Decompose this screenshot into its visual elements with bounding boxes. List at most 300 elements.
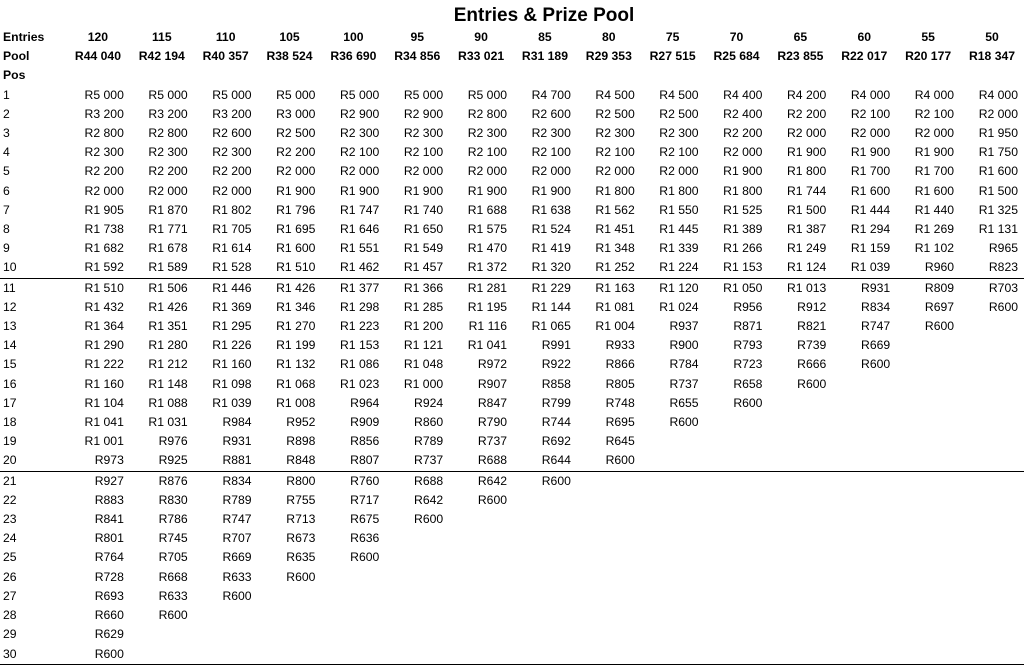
prize-cell: R1 900 bbox=[467, 183, 508, 198]
prize-cell: R801 bbox=[94, 531, 124, 546]
prize-cell bbox=[641, 471, 705, 491]
pos-label: Pos bbox=[3, 68, 26, 83]
position-label: 16 bbox=[3, 376, 17, 391]
pos-header-empty bbox=[194, 66, 258, 85]
prize-cell: R1 039 bbox=[212, 395, 252, 410]
prize-cell bbox=[832, 394, 896, 413]
table-row bbox=[0, 298, 1024, 317]
position-label: 6 bbox=[3, 183, 10, 198]
position-label: 20 bbox=[0, 451, 66, 471]
prize-cell bbox=[960, 606, 1024, 625]
prize-cell: R1 457 bbox=[385, 258, 449, 278]
prize-cell: R2 500 bbox=[276, 126, 316, 141]
prize-cell: R1 870 bbox=[148, 202, 188, 217]
prize-cell: R964 bbox=[350, 395, 380, 410]
prize-cell: R2 300 bbox=[531, 126, 571, 141]
prize-cell: R1 088 bbox=[148, 395, 188, 410]
prize-cell bbox=[449, 606, 513, 625]
prize-cell: R912 bbox=[797, 299, 827, 314]
prize-cell: R1 163 bbox=[595, 280, 635, 295]
prize-cell: R1 900 bbox=[723, 164, 763, 179]
prize-cell bbox=[896, 491, 960, 510]
prize-cell: R881 bbox=[194, 451, 258, 471]
table-row bbox=[0, 451, 1024, 471]
prize-cell: R600 bbox=[414, 512, 444, 527]
prize-cell bbox=[896, 355, 960, 374]
prize-cell bbox=[705, 606, 769, 625]
table-row bbox=[0, 471, 1024, 491]
prize-cell: R1 325 bbox=[978, 202, 1018, 217]
entries-value: 120 bbox=[87, 30, 109, 44]
pool-value: R22 017 bbox=[841, 49, 888, 64]
prize-cell: R1 510 bbox=[258, 258, 322, 278]
entries-value: 60 bbox=[857, 30, 872, 44]
prize-cell: R834 bbox=[861, 299, 891, 314]
prize-cell: R4 500 bbox=[595, 87, 635, 102]
prize-cell: R5 000 bbox=[339, 87, 380, 102]
prize-cell: R633 bbox=[222, 569, 252, 584]
entries-value: 95 bbox=[410, 30, 424, 44]
prize-cell: R1 600 bbox=[276, 241, 316, 256]
prize-cell: R1 086 bbox=[339, 357, 380, 372]
prize-cell: R600 bbox=[158, 608, 188, 623]
prize-cell: R1 700 bbox=[914, 164, 955, 179]
prize-cell bbox=[896, 568, 960, 587]
prize-cell: R2 100 bbox=[850, 106, 891, 121]
prize-cell: R1 320 bbox=[513, 258, 577, 278]
entries-value: 85 bbox=[538, 30, 552, 44]
prize-cell: R1 031 bbox=[148, 415, 188, 430]
prize-cell bbox=[960, 568, 1024, 587]
prize-cell: R1 705 bbox=[212, 222, 252, 237]
prize-cell bbox=[768, 625, 832, 644]
position-label: 11 bbox=[3, 280, 16, 295]
prize-cell: R1 160 bbox=[84, 376, 124, 391]
prize-cell: R600 bbox=[222, 588, 252, 603]
prize-cell: R900 bbox=[669, 338, 699, 353]
prize-cell bbox=[321, 606, 385, 625]
prize-cell: R645 bbox=[605, 434, 635, 449]
prize-cell: R2 800 bbox=[148, 126, 188, 141]
prize-cell: R2 000 bbox=[723, 145, 763, 160]
prize-cell: R1 001 bbox=[84, 434, 124, 449]
position-label: 30 bbox=[0, 645, 66, 665]
prize-cell: R841 bbox=[94, 512, 124, 527]
prize-cell: R1 426 bbox=[148, 299, 188, 314]
entries-header-row bbox=[0, 28, 1024, 47]
prize-cell: R642 bbox=[477, 473, 508, 488]
prize-cell bbox=[705, 491, 769, 510]
prize-cell: R2 000 bbox=[212, 183, 252, 198]
prize-cell bbox=[385, 645, 449, 665]
prize-cell: R1 528 bbox=[194, 258, 258, 278]
prize-cell: R745 bbox=[158, 531, 188, 546]
prize-cell bbox=[832, 491, 896, 510]
prize-cell: R1 900 bbox=[276, 183, 316, 198]
prize-cell: R1 650 bbox=[403, 222, 444, 237]
prize-cell: R2 100 bbox=[467, 145, 508, 160]
prize-cell: R688 bbox=[449, 451, 513, 471]
prize-cell: R1 148 bbox=[148, 376, 188, 391]
prize-cell: R2 800 bbox=[467, 106, 508, 121]
prize-cell: R1 223 bbox=[339, 319, 380, 334]
prize-cell: R1 510 bbox=[84, 280, 124, 295]
prize-cell: R5 000 bbox=[276, 87, 316, 102]
prize-cell: R1 900 bbox=[914, 145, 955, 160]
prize-cell: R1 364 bbox=[84, 319, 124, 334]
prize-cell: R1 575 bbox=[467, 222, 508, 237]
prize-cell: R748 bbox=[605, 395, 635, 410]
prize-cell bbox=[960, 451, 1024, 471]
prize-table bbox=[0, 28, 1024, 665]
prize-cell: R744 bbox=[541, 415, 571, 430]
prize-cell bbox=[768, 394, 832, 413]
prize-cell bbox=[641, 645, 705, 665]
prize-cell bbox=[449, 510, 513, 529]
prize-cell: R1 098 bbox=[212, 376, 252, 391]
prize-cell: R1 144 bbox=[531, 299, 571, 314]
prize-cell bbox=[258, 606, 322, 625]
prize-cell bbox=[896, 375, 960, 394]
prize-cell: R799 bbox=[541, 395, 571, 410]
prize-cell: R1 589 bbox=[130, 258, 194, 278]
prize-cell: R2 100 bbox=[403, 145, 444, 160]
prize-cell: R991 bbox=[541, 338, 571, 353]
pool-value: R27 515 bbox=[649, 49, 696, 64]
prize-cell: R2 000 bbox=[595, 164, 635, 179]
prize-cell: R2 000 bbox=[531, 164, 571, 179]
pos-header-empty bbox=[577, 66, 641, 85]
prize-cell: R965 bbox=[988, 241, 1018, 256]
prize-cell: R1 153 bbox=[705, 258, 769, 278]
prize-cell: R1 285 bbox=[403, 299, 444, 314]
prize-cell: R2 100 bbox=[914, 106, 955, 121]
prize-cell: R5 000 bbox=[467, 87, 508, 102]
prize-cell: R668 bbox=[158, 569, 188, 584]
prize-cell: R2 300 bbox=[148, 145, 188, 160]
prize-cell: R688 bbox=[414, 473, 444, 488]
prize-cell: R1 124 bbox=[768, 258, 832, 278]
prize-cell: R1 440 bbox=[914, 202, 955, 217]
prize-cell: R1 199 bbox=[276, 338, 316, 353]
prize-cell: R2 100 bbox=[339, 145, 380, 160]
pool-header-row bbox=[0, 47, 1024, 66]
prize-cell: R1 222 bbox=[84, 357, 124, 372]
pos-header-empty bbox=[641, 66, 705, 85]
prize-cell: R755 bbox=[286, 492, 316, 507]
prize-cell bbox=[960, 529, 1024, 548]
prize-cell bbox=[832, 625, 896, 644]
pos-header-empty bbox=[130, 66, 194, 85]
table-row bbox=[0, 258, 1024, 278]
prize-cell: R1 800 bbox=[595, 183, 635, 198]
prize-cell: R1 270 bbox=[276, 319, 316, 334]
prize-cell bbox=[832, 587, 896, 606]
entries-value: 80 bbox=[602, 30, 616, 44]
prize-cell: R1 688 bbox=[467, 202, 508, 217]
pool-label: Pool bbox=[3, 49, 30, 64]
prize-cell bbox=[641, 451, 705, 471]
prize-cell: R2 600 bbox=[531, 106, 571, 121]
prize-cell: R2 500 bbox=[659, 106, 699, 121]
prize-cell bbox=[705, 568, 769, 587]
prize-cell: R821 bbox=[797, 319, 827, 334]
table-row bbox=[0, 143, 1024, 162]
prize-cell: R1 377 bbox=[339, 280, 380, 295]
prize-cell: R1 444 bbox=[850, 202, 891, 217]
prize-cell: R1 900 bbox=[787, 145, 827, 160]
prize-cell: R924 bbox=[414, 395, 444, 410]
table-row bbox=[0, 548, 1024, 567]
prize-cell: R1 351 bbox=[148, 319, 188, 334]
pool-value: R36 690 bbox=[330, 49, 377, 64]
pos-header-empty bbox=[705, 66, 769, 85]
table-row bbox=[0, 491, 1024, 510]
prize-cell: R1 678 bbox=[148, 241, 188, 256]
prize-cell: R1 121 bbox=[403, 338, 444, 353]
pool-value: R25 684 bbox=[713, 49, 760, 64]
prize-cell: R937 bbox=[669, 319, 699, 334]
prize-cell bbox=[832, 375, 896, 394]
position-label: 15 bbox=[3, 357, 17, 372]
prize-cell: R4 700 bbox=[531, 87, 571, 102]
prize-cell bbox=[768, 413, 832, 432]
prize-cell: R2 000 bbox=[914, 126, 955, 141]
prize-cell: R600 bbox=[988, 299, 1018, 314]
prize-cell: R1 800 bbox=[659, 183, 699, 198]
prize-cell: R871 bbox=[733, 319, 763, 334]
pos-header-empty bbox=[449, 66, 513, 85]
table-row bbox=[0, 568, 1024, 587]
prize-cell bbox=[194, 625, 258, 644]
prize-cell: R2 300 bbox=[339, 126, 380, 141]
prize-cell bbox=[577, 471, 641, 491]
prize-cell: R848 bbox=[258, 451, 322, 471]
prize-cell: R1 738 bbox=[84, 222, 124, 237]
prize-cell: R600 bbox=[66, 645, 130, 665]
prize-cell: R1 592 bbox=[66, 258, 130, 278]
prize-cell: R2 300 bbox=[212, 145, 252, 160]
prize-cell bbox=[641, 568, 705, 587]
prize-cell: R1 600 bbox=[978, 164, 1018, 179]
prize-cell: R2 000 bbox=[339, 164, 380, 179]
position-label: 4 bbox=[3, 145, 10, 160]
prize-cell bbox=[960, 336, 1024, 355]
prize-cell: R1 646 bbox=[339, 222, 380, 237]
prize-cell bbox=[960, 625, 1024, 644]
prize-cell: R764 bbox=[94, 550, 124, 565]
prize-cell bbox=[258, 587, 322, 606]
prize-cell bbox=[577, 529, 641, 548]
prize-cell: R635 bbox=[286, 550, 316, 565]
prize-cell bbox=[960, 432, 1024, 451]
position-label: 21 bbox=[3, 473, 17, 488]
table-row bbox=[0, 587, 1024, 606]
prize-cell: R909 bbox=[350, 415, 380, 430]
prize-cell: R2 200 bbox=[276, 145, 316, 160]
position-label: 1 bbox=[3, 87, 10, 102]
table-row bbox=[0, 278, 1024, 298]
prize-cell: R931 bbox=[861, 280, 891, 295]
position-label: 2 bbox=[3, 106, 10, 121]
pos-header-empty bbox=[385, 66, 449, 85]
prize-cell: R1 500 bbox=[787, 202, 827, 217]
prize-cell: R2 200 bbox=[84, 164, 124, 179]
prize-cell: R600 bbox=[577, 451, 641, 471]
prize-cell bbox=[705, 625, 769, 644]
prize-cell bbox=[896, 413, 960, 432]
prize-cell bbox=[960, 471, 1024, 491]
prize-cell: R1 900 bbox=[403, 183, 444, 198]
pool-value: R29 353 bbox=[585, 49, 632, 64]
prize-cell: R600 bbox=[797, 376, 827, 391]
prize-cell: R883 bbox=[94, 492, 124, 507]
prize-cell: R1 740 bbox=[403, 202, 444, 217]
prize-cell: R1 419 bbox=[531, 241, 571, 256]
prize-cell: R5 000 bbox=[84, 87, 124, 102]
position-label: 12 bbox=[3, 299, 17, 314]
pos-header-empty bbox=[66, 66, 130, 85]
prize-cell bbox=[896, 529, 960, 548]
pool-value: R38 524 bbox=[266, 49, 313, 64]
position-label: 5 bbox=[3, 164, 10, 179]
entries-value: 115 bbox=[151, 30, 172, 44]
prize-cell: R1 700 bbox=[850, 164, 891, 179]
prize-cell bbox=[385, 548, 449, 567]
prize-cell bbox=[960, 587, 1024, 606]
prize-cell: R2 000 bbox=[850, 126, 891, 141]
prize-cell: R2 300 bbox=[659, 126, 699, 141]
prize-cell bbox=[449, 529, 513, 548]
prize-cell bbox=[705, 471, 769, 491]
prize-cell: R1 041 bbox=[84, 415, 124, 430]
prize-cell: R1 229 bbox=[531, 280, 571, 295]
prize-cell: R2 100 bbox=[531, 145, 571, 160]
prize-cell: R2 000 bbox=[978, 106, 1018, 121]
pos-header-row bbox=[0, 66, 1024, 85]
prize-cell bbox=[385, 606, 449, 625]
prize-cell: R898 bbox=[286, 434, 316, 449]
prize-cell: R707 bbox=[222, 531, 252, 546]
prize-cell: R644 bbox=[513, 451, 577, 471]
table-row bbox=[0, 529, 1024, 548]
pos-header-empty bbox=[321, 66, 385, 85]
position-label: 13 bbox=[3, 319, 17, 334]
prize-cell: R723 bbox=[733, 357, 763, 372]
table-row bbox=[0, 645, 1024, 665]
prize-cell: R1 039 bbox=[832, 258, 896, 278]
prize-cell: R1 281 bbox=[467, 280, 508, 295]
prize-cell: R1 500 bbox=[978, 183, 1018, 198]
prize-cell: R600 bbox=[733, 395, 763, 410]
prize-cell: R1 224 bbox=[641, 258, 705, 278]
table-row bbox=[0, 336, 1024, 355]
pool-value: R18 347 bbox=[968, 49, 1016, 64]
prize-cell bbox=[513, 645, 577, 665]
prize-cell: R629 bbox=[94, 627, 124, 642]
prize-cell: R705 bbox=[158, 550, 188, 565]
prize-cell: R1 369 bbox=[212, 299, 252, 314]
prize-cell: R976 bbox=[158, 434, 188, 449]
prize-cell: R2 000 bbox=[403, 164, 444, 179]
prize-cell: R633 bbox=[158, 588, 188, 603]
prize-cell: R856 bbox=[350, 434, 380, 449]
prize-cell: R800 bbox=[286, 473, 316, 488]
prize-cell bbox=[449, 587, 513, 606]
prize-cell: R1 120 bbox=[659, 280, 699, 295]
prize-cell bbox=[641, 529, 705, 548]
prize-cell: R600 bbox=[286, 569, 316, 584]
pos-header-empty bbox=[832, 66, 896, 85]
pool-value: R40 357 bbox=[202, 49, 249, 64]
prize-cell: R1 426 bbox=[276, 280, 316, 295]
prize-cell bbox=[896, 471, 960, 491]
prize-cell bbox=[449, 645, 513, 665]
prize-cell: R1 065 bbox=[531, 319, 571, 334]
prize-cell: R760 bbox=[350, 473, 380, 488]
prize-cell: R2 300 bbox=[84, 145, 124, 160]
prize-cell bbox=[960, 413, 1024, 432]
prize-cell bbox=[832, 606, 896, 625]
pos-header-empty bbox=[896, 66, 960, 85]
prize-cell: R4 000 bbox=[914, 87, 955, 102]
table-row bbox=[0, 86, 1024, 105]
prize-cell: R1 614 bbox=[212, 241, 252, 256]
prize-cell: R660 bbox=[94, 608, 124, 623]
prize-cell: R1 549 bbox=[403, 241, 444, 256]
prize-cell: R1 470 bbox=[467, 241, 508, 256]
prize-cell: R693 bbox=[94, 588, 124, 603]
prize-cell: R600 bbox=[861, 357, 891, 372]
prize-cell: R1 462 bbox=[321, 258, 385, 278]
prize-cell bbox=[896, 548, 960, 567]
prize-cell: R1 294 bbox=[850, 222, 891, 237]
table-row bbox=[0, 317, 1024, 336]
prize-cell: R1 747 bbox=[339, 202, 380, 217]
prize-cell: R2 000 bbox=[467, 164, 508, 179]
prize-cell: R4 000 bbox=[850, 87, 891, 102]
prize-cell bbox=[768, 606, 832, 625]
prize-cell: R713 bbox=[286, 512, 316, 527]
prize-cell: R2 000 bbox=[276, 164, 316, 179]
prize-cell: R1 153 bbox=[339, 338, 380, 353]
prize-cell bbox=[194, 606, 258, 625]
prize-cell: R1 252 bbox=[577, 258, 641, 278]
prize-cell: R2 000 bbox=[148, 183, 188, 198]
prize-cell: R2 000 bbox=[659, 164, 699, 179]
prize-cell bbox=[896, 394, 960, 413]
prize-cell bbox=[321, 645, 385, 665]
prize-cell: R823 bbox=[960, 258, 1024, 278]
prize-cell bbox=[896, 336, 960, 355]
prize-cell bbox=[768, 548, 832, 567]
prize-cell: R1 339 bbox=[659, 241, 699, 256]
prize-cell: R1 200 bbox=[403, 319, 444, 334]
prize-cell bbox=[513, 587, 577, 606]
prize-cell: R1 346 bbox=[276, 299, 316, 314]
prize-cell bbox=[896, 451, 960, 471]
prize-cell bbox=[705, 645, 769, 665]
prize-cell: R703 bbox=[988, 280, 1018, 295]
prize-cell: R960 bbox=[896, 258, 960, 278]
prize-cell: R784 bbox=[669, 357, 699, 372]
prize-cell: R866 bbox=[605, 357, 635, 372]
prize-cell: R1 372 bbox=[449, 258, 513, 278]
prize-cell: R737 bbox=[669, 376, 699, 391]
prize-cell: R600 bbox=[669, 415, 699, 430]
prize-cell bbox=[258, 625, 322, 644]
prize-cell: R669 bbox=[222, 550, 252, 565]
